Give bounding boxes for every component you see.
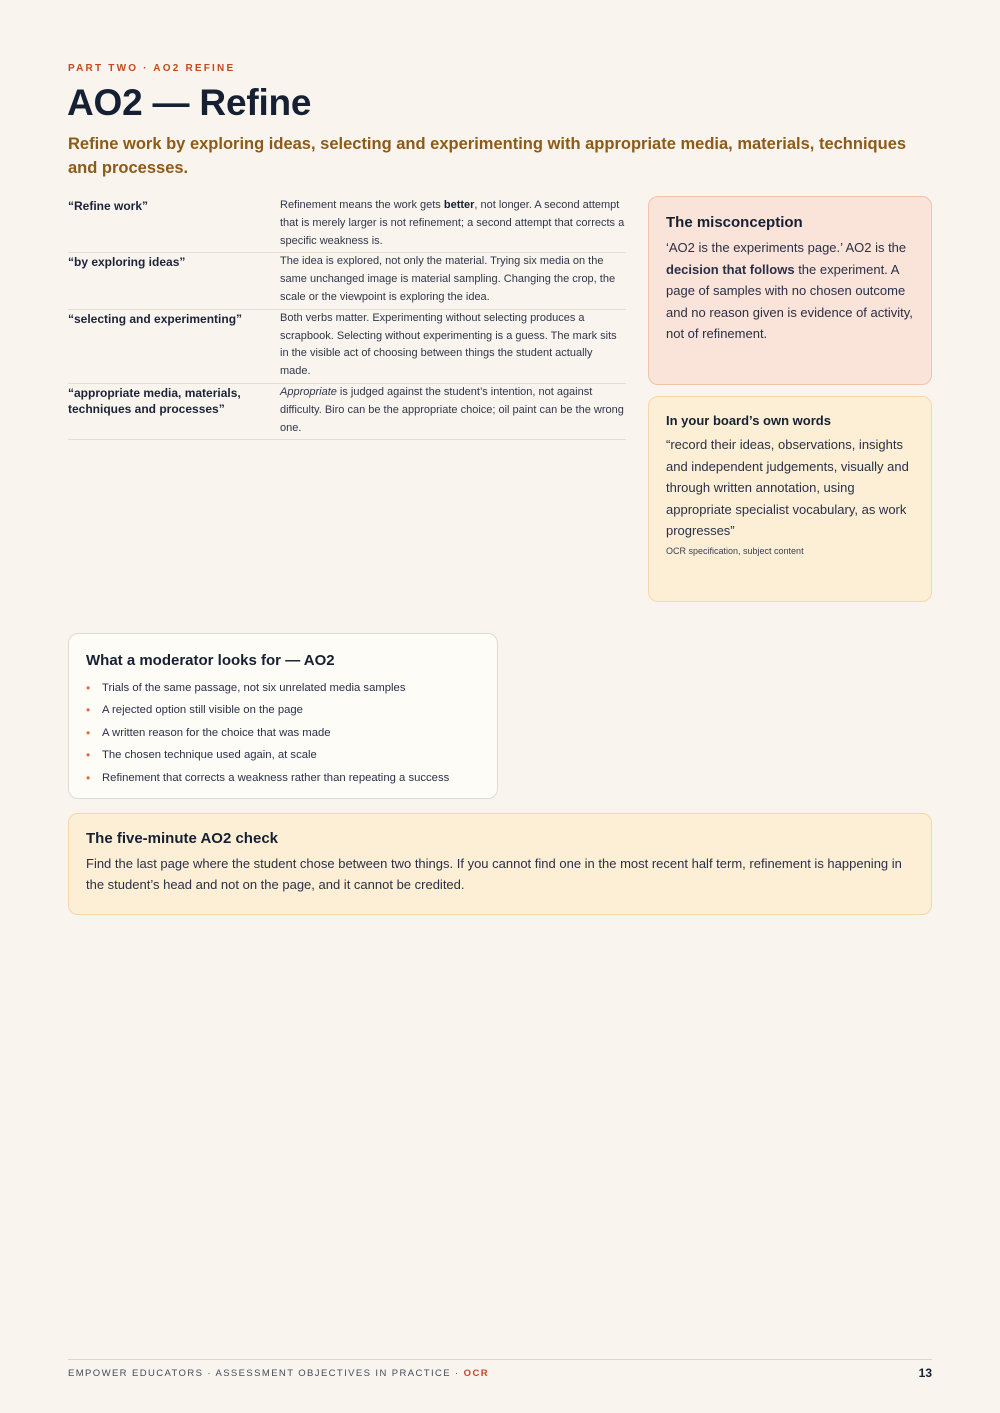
bullet-icon: • <box>86 748 91 763</box>
term-definition: Both verbs matter. Experimenting without selecting produces a scrapbook. Selecting without experimenting is a guess. The mark sits in the visible act of choosing between things the student actually made. <box>280 309 626 383</box>
term-definition: Refinement means the work gets better, not longer. A second attempt that is merely larger is not refinement; a second attempt that corrects a specific weakness is. <box>280 197 626 253</box>
term-label: “by exploring ideas” <box>68 253 280 309</box>
bullet-icon: • <box>86 681 91 695</box>
term-row <box>68 197 626 253</box>
term-definition: Appropriate is judged against the student’s intention, not against difficulty. Biro can be the appropriate choice; oil paint can be the wrong one. <box>280 383 626 439</box>
board-quote-heading: In your board’s own words <box>666 413 831 428</box>
emphasis: Appropriate <box>280 385 337 398</box>
term-row <box>68 309 626 383</box>
moderator-list <box>86 677 480 789</box>
board-quote-text: “record their ideas, observations, insights and independent judgements, visually and through written annotation, using appropriate specialist vocabulary, as work progresses” <box>666 437 909 539</box>
board-quote-callout <box>648 396 932 602</box>
list-item: • A written reason for the choice that was made <box>86 722 480 744</box>
misconception-text: ‘AO2 is the experiments page.’ AO2 is the decision that follows the experiment. A page of samples with no chosen outcome and no reason given is evidence of activity, not of refinement. <box>666 240 913 341</box>
misconception-heading: The misconception <box>666 214 803 231</box>
page-number: 13 <box>918 1366 932 1380</box>
bullet-icon: • <box>86 725 91 740</box>
term-label: “selecting and experimenting” <box>68 309 280 383</box>
term-label: “appropriate media, materials, techniques and processes” <box>68 383 280 439</box>
list-item: • The chosen technique used again, at scale <box>86 744 480 766</box>
footer-divider <box>68 1359 932 1360</box>
section-eyebrow: PART TWO · AO2 REFINE <box>68 63 236 74</box>
term-row <box>68 383 626 439</box>
moderator-heading: What a moderator looks for — AO2 <box>86 652 335 669</box>
bullet-icon: • <box>86 770 91 785</box>
footer-board-name: OCR <box>463 1368 489 1379</box>
term-definition: The idea is explored, not only the material. Trying six media on the same unchanged image is material sampling. Changing the crop, the scale or the viewpoint is exploring the idea. <box>280 253 626 309</box>
page-title: AO2 — Refine <box>67 82 312 123</box>
page-subtitle: Refine work by exploring ideas, selecting and experimenting with appropriate media, materials, techniques and processes. <box>68 135 907 177</box>
board-quote-source: OCR specification, subject content <box>666 545 804 556</box>
five-minute-check-callout <box>68 813 932 915</box>
emphasis: decision that follows <box>666 261 795 277</box>
footer-running-title: EMPOWER EDUCATORS · ASSESSMENT OBJECTIVES IN PRACTICE · OCR <box>68 1368 489 1379</box>
check-text: Find the last page where the student chose between two things. If you cannot find one in the most recent half term, refinement is happening in the student’s head and not on the page, and it cannot be credited. <box>86 856 902 892</box>
list-item: • Trials of the same passage, not six unrelated media samples <box>86 677 480 699</box>
moderator-checklist <box>68 633 498 799</box>
list-item: • Refinement that corrects a weakness rather than repeating a success <box>86 767 480 789</box>
bullet-icon: • <box>86 703 91 718</box>
list-item: • A rejected option still visible on the page <box>86 699 480 721</box>
misconception-callout <box>648 196 932 385</box>
check-heading: The five-minute AO2 check <box>86 830 278 847</box>
emphasis: better <box>443 199 475 211</box>
terms-table <box>68 197 626 440</box>
term-row <box>68 253 626 309</box>
term-label: “Refine work” <box>68 197 280 253</box>
